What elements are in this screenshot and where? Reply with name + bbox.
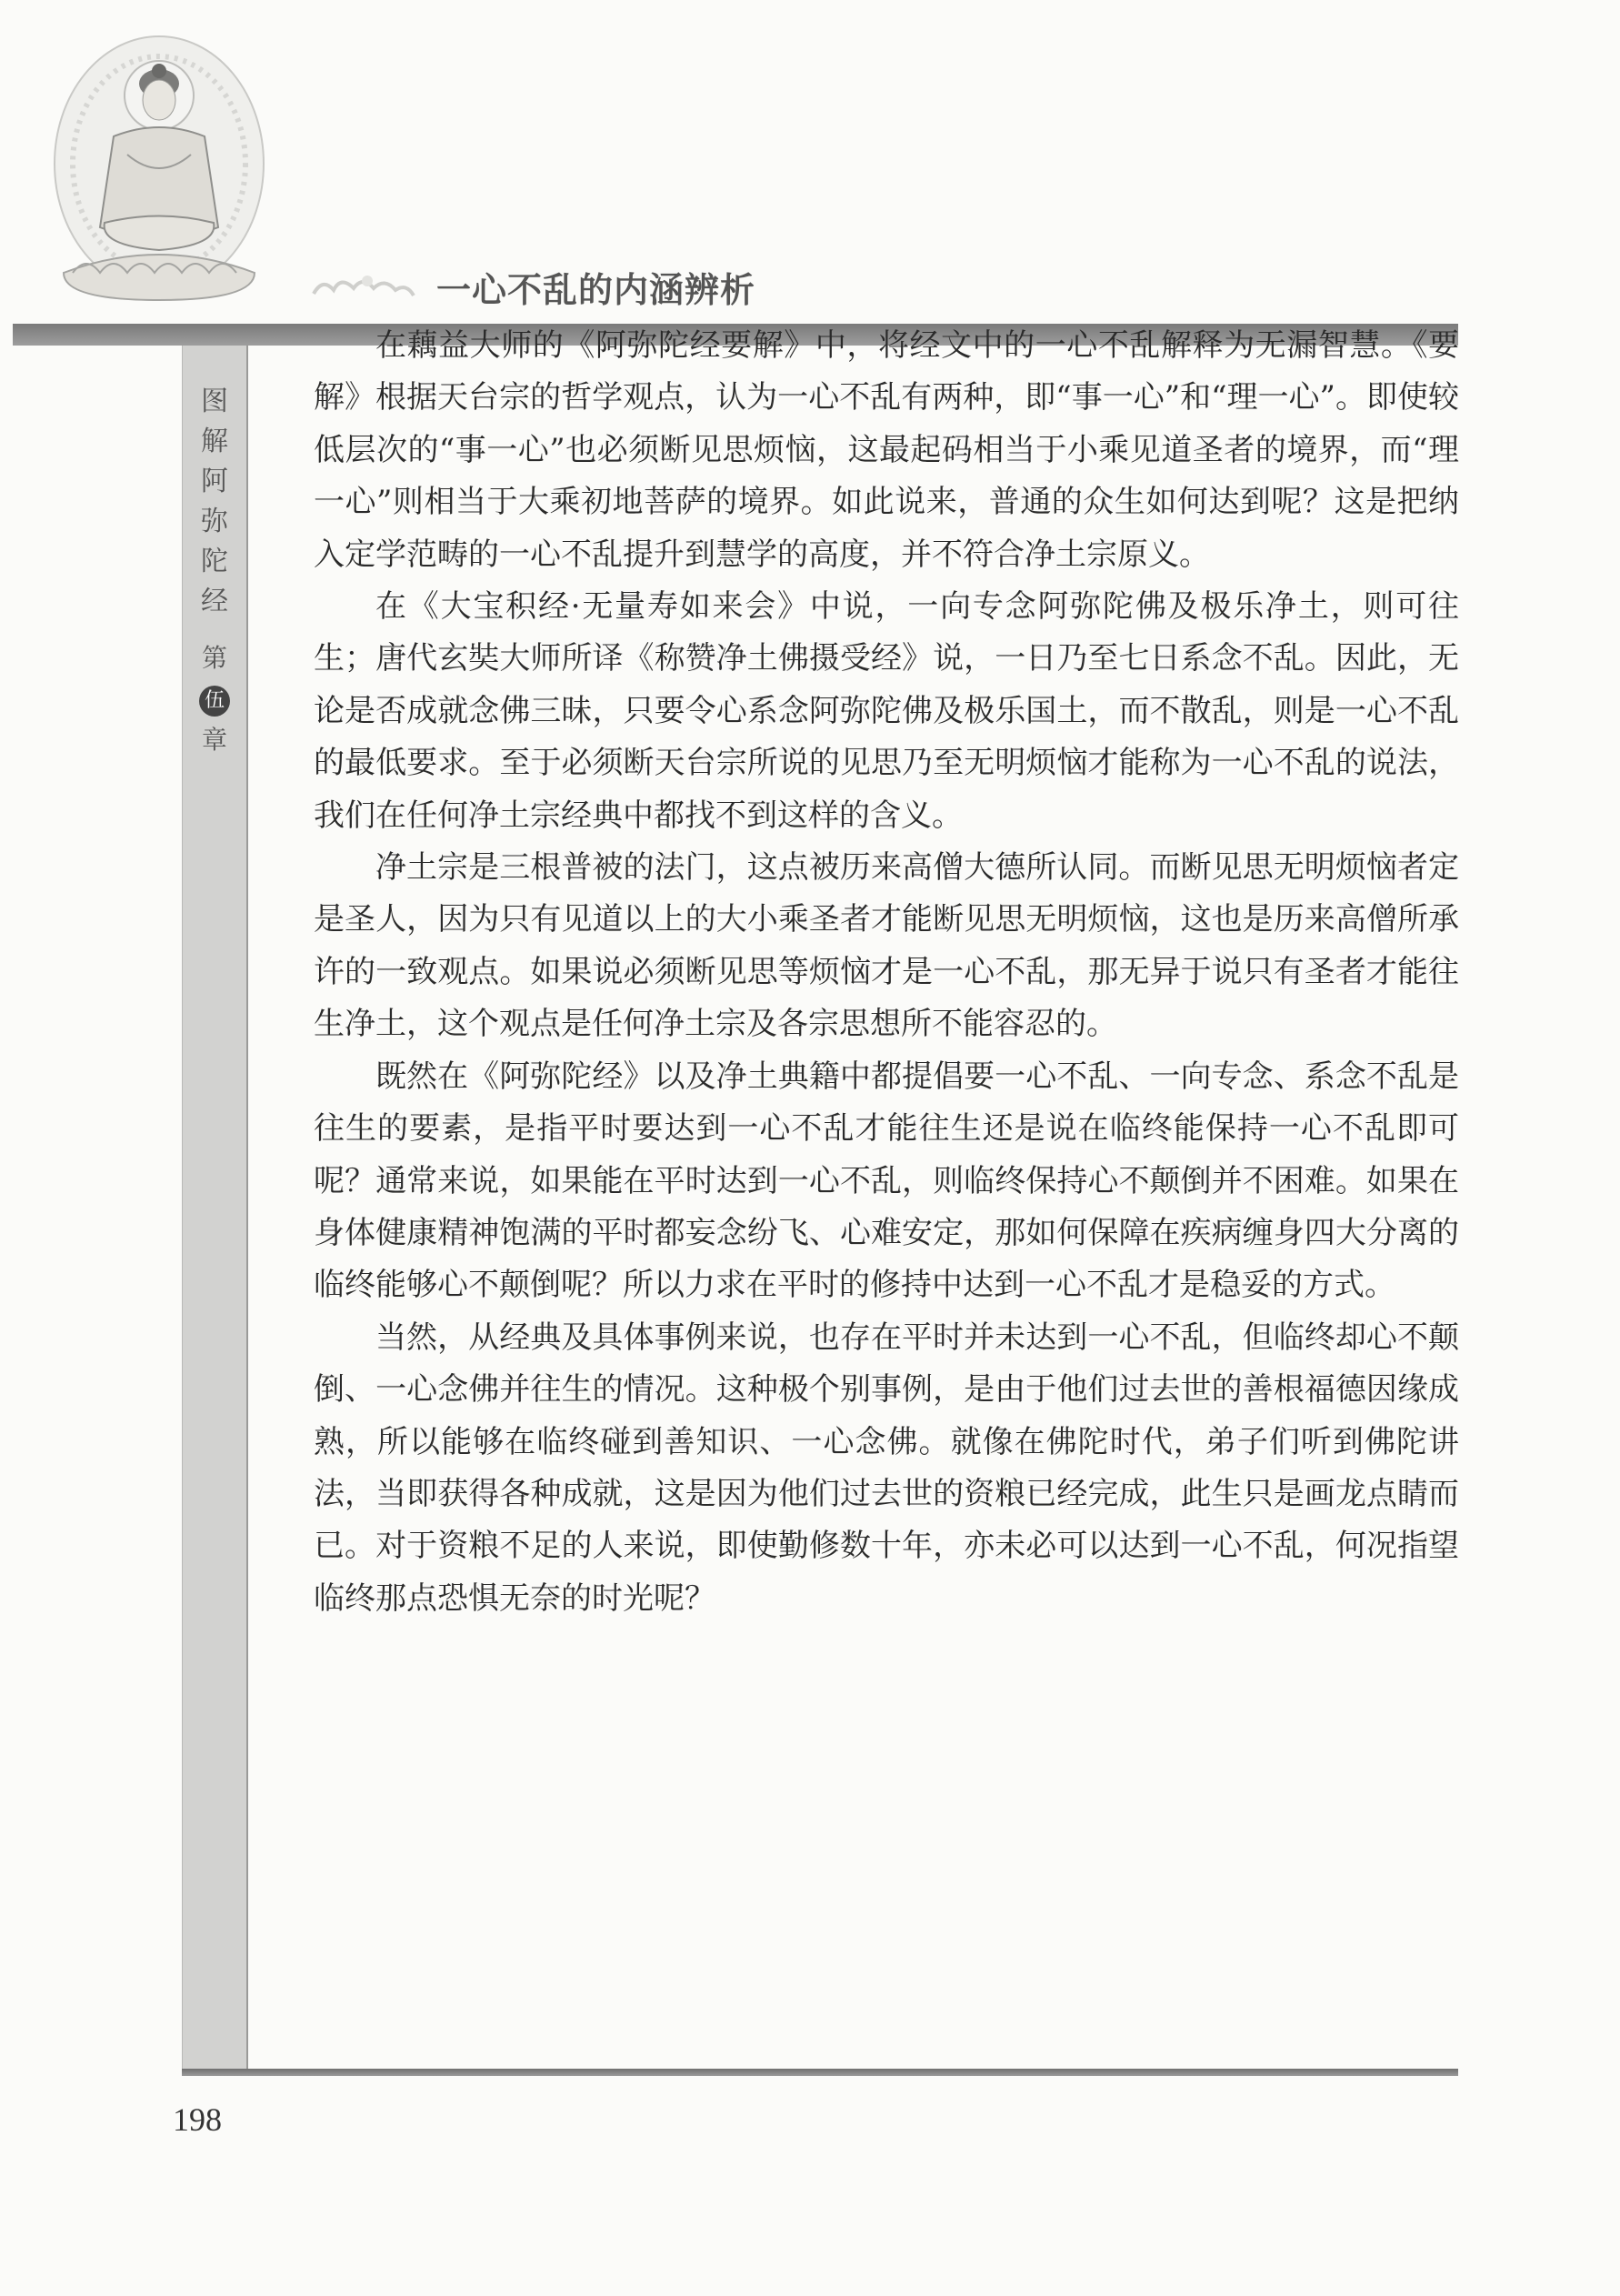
- paragraph: 既然在《阿弥陀经》以及净土典籍中都提倡要一心不乱、一向专念、系念不乱是往生的要素，是指平时要达到一心不乱才能往生还是说在临终能保持一心不乱即可呢？通常来说，如果能在平时达到一心不乱，则临终保持心不颠倒并不困难。如果在身体健康精神饱满的平时都妄念纷飞、心难安定，那如何保障在疾病缠身四大分离的临终能够心不颠倒呢？所以力求在平时的修持中达到一心不乱才是稳妥的方式。: [314, 1058, 1459, 1304]
- footer-rule: [182, 2069, 1458, 2076]
- chapter-number-badge: 伍: [199, 686, 230, 717]
- paragraph: 在《大宝积经·无量寿如来会》中说，一向专念阿弥陀佛及极乐净土，则可往生；唐代玄奘大师所译《称赞净土佛摄受经》说，一日乃至七日系念不乱。因此，无论是否成就念佛三昧，只要令心系念阿弥陀佛及极乐国土，而不散乱，则是一心不乱的最低要求。至于必须断天台宗所说的见思乃至无明烦恼才能称为一心不乱的说法，我们在任何净土宗经典中都找不到这样的含义。: [314, 588, 1459, 834]
- book-title-char: 解: [201, 426, 228, 457]
- chapter-prefix: 第: [201, 643, 227, 673]
- chapter-sidebar: [182, 346, 248, 2069]
- chapter-suffix: 章: [201, 725, 227, 755]
- buddha-illustration: [36, 27, 282, 318]
- body-text: [314, 320, 1459, 1625]
- book-title-char: 陀: [201, 546, 228, 577]
- cloud-ornament-icon: [309, 268, 427, 305]
- book-title-vertical: [194, 382, 235, 622]
- chapter-label: [194, 638, 235, 760]
- section-heading: [309, 264, 755, 309]
- page-number: 198: [173, 2101, 222, 2138]
- paragraph: 当然，从经典及具体事例来说，也存在平时并未达到一心不乱，但临终却心不颠倒、一心念佛并往生的情况。这种极个别事例，是由于他们过去世的善根福德因缘成熟，所以能够在临终碰到善知识、一心念佛。就像在佛陀时代，弟子们听到佛陀讲法，当即获得各种成就，这是因为他们过去世的资粮已经完成，此生只是画龙点睛而已。对于资粮不足的人来说，即使勤修数十年，亦未必可以达到一心不乱，何况指望临终那点恐惧无奈的时光呢？: [314, 1318, 1459, 1617]
- paragraph: 在藕益大师的《阿弥陀经要解》中，将经文中的一心不乱解释为无漏智慧。《要解》根据天台宗的哲学观点，认为一心不乱有两种，即“事一心”和“理一心”。即使较低层次的“事一心”也必须断见思烦恼，这最起码相当于小乘见道圣者的境界，而“理一心”则相当于大乘初地菩萨的境界。如此说来，普通的众生如何达到呢？这是把纳入定学范畴的一心不乱提升到慧学的高度，并不符合净土宗原义。: [314, 327, 1459, 573]
- book-title-char: 经: [201, 586, 228, 617]
- section-title: 一心不乱的内涵辨析: [436, 269, 756, 310]
- book-title-char: 图: [201, 386, 228, 417]
- paragraph: 净土宗是三根普被的法门，这点被历来高僧大德所认同。而断见思无明烦恼者定是圣人，因为只有见道以上的大小乘圣者才能断见思无明烦恼，这也是历来高僧所承许的一致观点。如果说必须断见思等烦恼才是一心不乱，那无异于说只有圣者才能往生净土，这个观点是任何净土宗及各宗思想所不能容忍的。: [314, 849, 1459, 1043]
- book-title-char: 弥: [201, 506, 228, 537]
- book-title-char: 阿: [201, 466, 228, 497]
